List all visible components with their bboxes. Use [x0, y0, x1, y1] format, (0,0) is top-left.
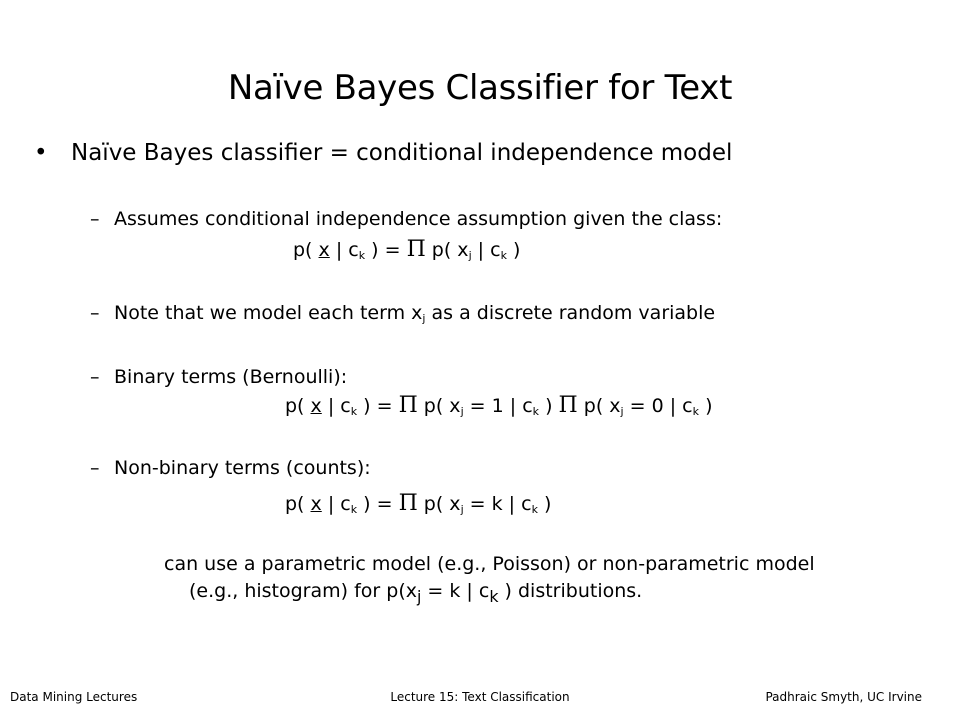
formula-text: ) [543, 493, 552, 515]
formula-subscript: k [489, 586, 499, 606]
formula-text: p( x [431, 239, 469, 261]
formula-text: ) = [363, 493, 393, 515]
formula-text: ) = [371, 239, 401, 261]
subpoint-text: as a discrete random variable [425, 302, 716, 324]
product-symbol: Π [398, 393, 418, 418]
formula-vector-x: x [310, 395, 322, 417]
formula-bernoulli [285, 393, 712, 418]
note-text: ) distributions. [498, 580, 643, 602]
formula-subscript: j [460, 503, 464, 516]
formula-subscript: j [620, 405, 624, 418]
formula-text: | c [335, 239, 359, 261]
formula-text: p( [285, 493, 305, 515]
formula-text: | c [327, 395, 351, 417]
formula-text: = k | c [469, 493, 532, 515]
formula-text: ) [705, 395, 713, 417]
formula-text: = 1 | c [469, 395, 533, 417]
formula-text: = 0 | c [629, 395, 693, 417]
footer-center: Lecture 15: Text Classification [390, 690, 570, 704]
formula-text: p( x [583, 395, 621, 417]
subpoint-binary: Binary terms (Bernoulli): [114, 366, 348, 388]
product-symbol: Π [406, 237, 426, 262]
formula-text: p( [293, 239, 313, 261]
subpoint-discrete-term [114, 302, 715, 325]
subpoint-nonbinary: Non-binary terms (counts): [114, 457, 371, 479]
product-symbol: Π [558, 393, 578, 418]
formula-vector-x: x [318, 239, 330, 261]
formula-subscript: k [350, 503, 358, 516]
footer-right: Padhraic Smyth, UC Irvine [765, 690, 922, 704]
formula-subscript: k [532, 405, 540, 418]
formula-subscript: k [692, 405, 700, 418]
dash-marker: – [90, 366, 100, 388]
subpoint-assumption: Assumes conditional independence assumption given the class: [114, 208, 723, 230]
formula-text: ) = [363, 395, 393, 417]
dash-marker: – [90, 457, 100, 479]
note-line-2 [189, 580, 642, 606]
formula-text: p( x [423, 395, 461, 417]
formula-conditional-independence [293, 237, 520, 262]
formula-vector-x: x [310, 493, 322, 515]
formula-text: ) [545, 395, 553, 417]
subpoint-text: Note that we model each term x [114, 302, 423, 324]
dash-marker: – [90, 302, 100, 324]
formula-counts [285, 491, 551, 516]
formula-subscript: k [358, 249, 366, 262]
bullet-dot-icon: • [34, 140, 48, 166]
footer-left: Data Mining Lectures [10, 690, 138, 704]
product-symbol: Π [398, 491, 418, 516]
formula-text: | c [327, 493, 351, 515]
dash-marker: – [90, 208, 100, 230]
slide-title: Naïve Bayes Classifier for Text [227, 68, 733, 108]
formula-subscript: k [500, 249, 507, 262]
note-text: = k | c [421, 580, 490, 602]
formula-subscript: k [531, 503, 538, 516]
note-text: (e.g., histogram) for p(x [189, 580, 417, 602]
formula-subscript: j [460, 405, 464, 418]
formula-text: p( x [423, 493, 461, 515]
formula-text: p( [285, 395, 305, 417]
formula-subscript: j [422, 312, 426, 325]
formula-subscript: j [468, 249, 472, 262]
formula-text: | c [477, 239, 501, 261]
formula-subscript: j [416, 586, 422, 606]
bullet-text: Naïve Bayes classifier = conditional independence model [71, 140, 733, 166]
note-line-1: can use a parametric model (e.g., Poisson) or non-parametric model [164, 553, 815, 575]
formula-subscript: k [350, 405, 358, 418]
formula-text: ) [512, 239, 521, 261]
